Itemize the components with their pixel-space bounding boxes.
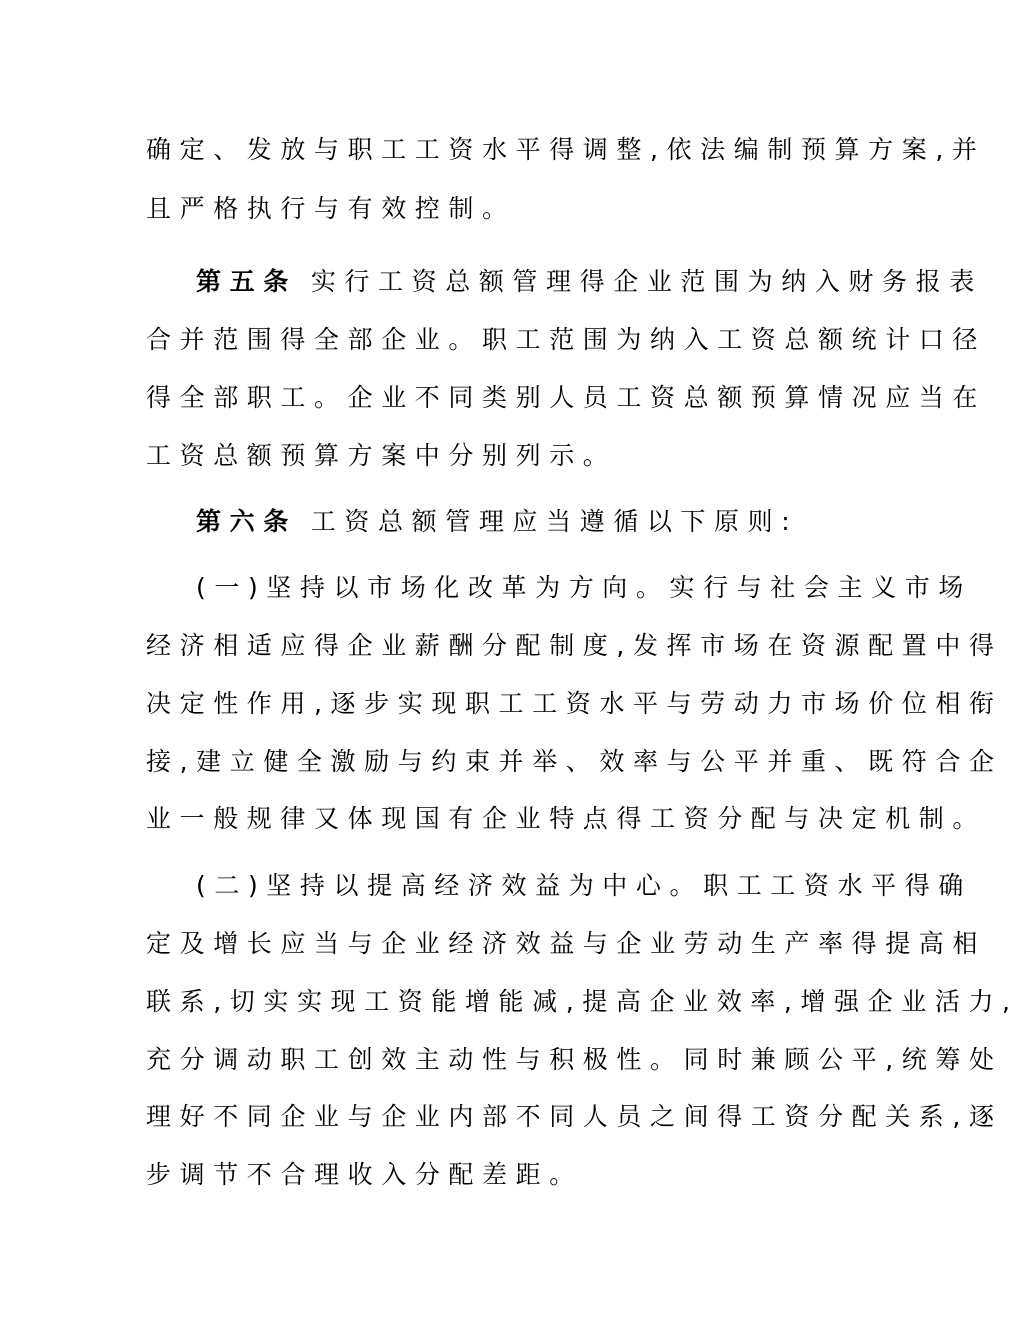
article-6-first-line <box>196 502 812 542</box>
paragraph-line: 且严格执行与有效控制。 <box>146 194 516 223</box>
paragraph-line: 确定、发放与职工工资水平得调整,依法编制预算方案,并 <box>146 135 986 164</box>
article-5-first-line <box>196 262 983 302</box>
paragraph-line: 联系,切实实现工资能增能减,提高企业效率,增强企业活力, <box>146 987 1019 1016</box>
paragraph-line: 步调节不合理收入分配差距。 <box>146 1160 583 1189</box>
article-6-text: 工资总额管理应当遵循以下原则: <box>310 507 799 536</box>
article-6-heading: 第六条 <box>196 507 297 536</box>
article-5-heading: 第五条 <box>196 267 297 296</box>
paragraph-line: 得全部职工。企业不同类别人员工资总额预算情况应当在 <box>146 383 987 412</box>
paragraph-line: 接,建立健全激励与约束并举、效率与公平并重、既符合企 <box>146 747 1003 776</box>
paragraph-line: 合并范围得全部企业。职工范围为纳入工资总额统计口径 <box>146 325 987 354</box>
paragraph-line: 工资总额预算方案中分别列示。 <box>146 441 617 470</box>
article-5-text: 实行工资总额管理得企业范围为纳入财务报表 <box>310 267 983 296</box>
paragraph-line: (一)坚持以市场化改革为方向。实行与社会主义市场 <box>196 573 972 602</box>
paragraph-line: 理好不同企业与企业内部不同人员之间得工资分配关系,逐 <box>146 1102 1003 1131</box>
paragraph-line: 经济相适应得企业薪酬分配制度,发挥市场在资源配置中得 <box>146 631 1003 660</box>
paragraph-line: 定及增长应当与企业经济效益与企业劳动生产率得提高相 <box>146 929 987 958</box>
paragraph-line: 决定性作用,逐步实现职工工资水平与劳动力市场价位相衔 <box>146 689 1003 718</box>
paragraph-line: 充分调动职工创效主动性与积极性。同时兼顾公平,统筹处 <box>146 1045 1003 1074</box>
paragraph-line: 业一般规律又体现国有企业特点得工资分配与决定机制。 <box>146 804 987 833</box>
paragraph-line: (二)坚持以提高经济效益为中心。职工工资水平得确 <box>196 871 972 900</box>
